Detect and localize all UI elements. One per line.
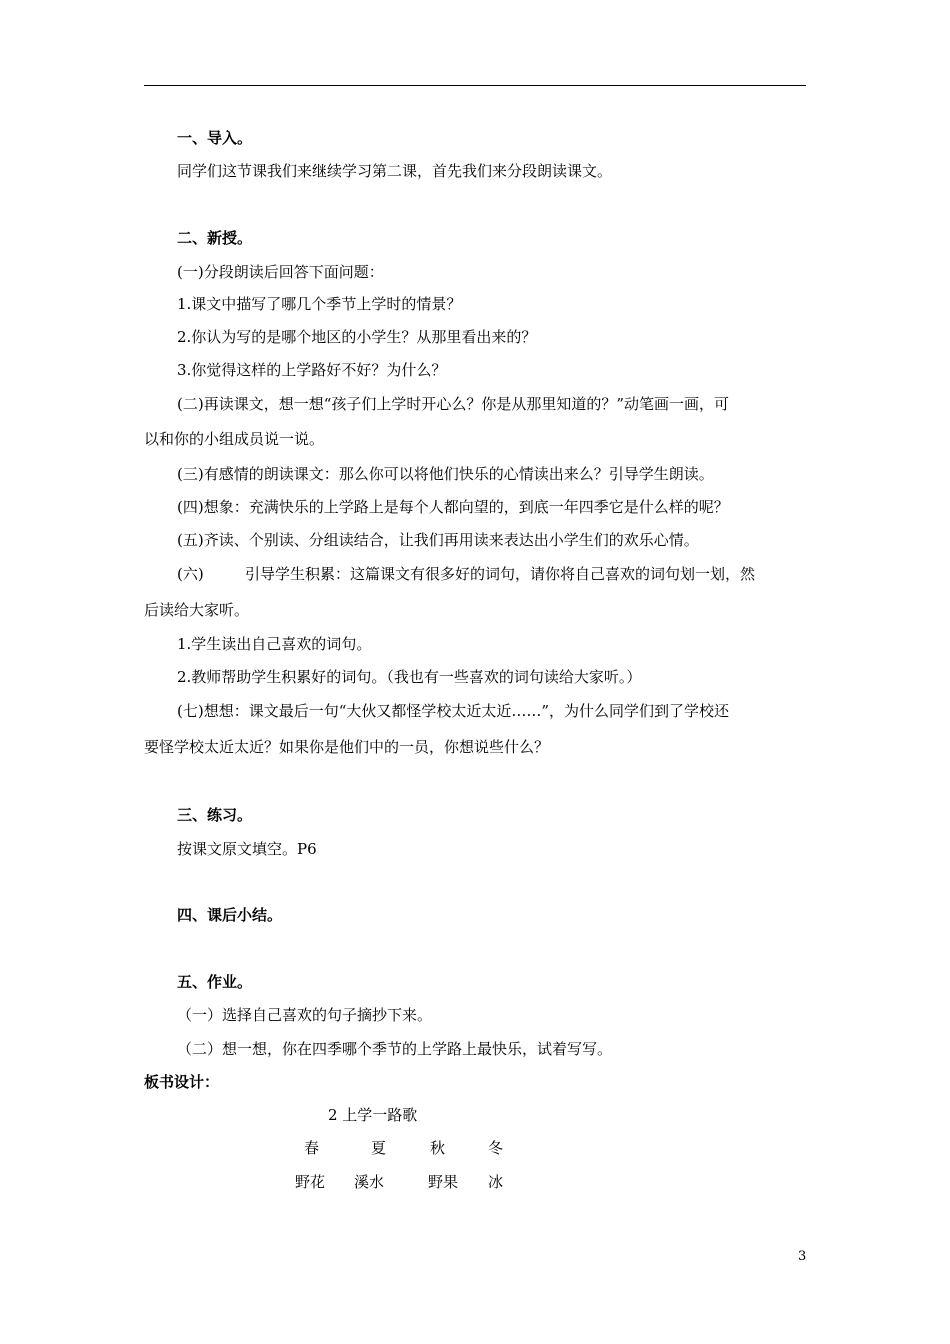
board-season: 夏 bbox=[371, 1139, 387, 1157]
board-item: 冰 bbox=[488, 1173, 504, 1191]
board-item: 野花 bbox=[295, 1173, 326, 1191]
new-item-7a: (七)想想：课文最后一句“大伙又都怪学校太近太近……”，为什么同学们到了学校还 bbox=[177, 702, 730, 720]
new-item-2b: 以和你的小组成员说一说。 bbox=[144, 430, 325, 448]
new-item-3: (三)有感情的朗读课文：那么你可以将他们快乐的心情读出来么？引导学生朗读。 bbox=[177, 465, 714, 483]
homework-item-1: （一）选择自己喜欢的句子摘抄下来。 bbox=[177, 1006, 433, 1024]
new-item-6a: 引导学生积累：这篇课文有很多好的词句，请你将自己喜欢的词句划一划，然 bbox=[245, 565, 756, 583]
homework-item-2: （二）想一想，你在四季哪个季节的上学路上最快乐，试着写写。 bbox=[177, 1040, 613, 1058]
question-1: 1.课文中描写了哪几个季节上学时的情景？ bbox=[177, 295, 462, 313]
header-rule bbox=[144, 85, 806, 86]
board-season: 春 bbox=[304, 1139, 320, 1157]
board-title: 2 上学一路歌 bbox=[328, 1106, 418, 1124]
board-season: 冬 bbox=[488, 1139, 504, 1157]
new-item-4: (四)想象：充满快乐的上学路上是每个人都向望的，到底一年四季它是什么样的呢？ bbox=[177, 498, 729, 516]
intro-text: 同学们这节课我们来继续学习第二课，首先我们来分段朗读课文。 bbox=[177, 162, 613, 180]
board-heading: 板书设计： bbox=[144, 1073, 220, 1091]
board-item: 溪水 bbox=[354, 1173, 385, 1191]
question-2: 2.你认为写的是哪个地区的小学生？从那里看出来的？ bbox=[177, 328, 537, 346]
page-number: 3 bbox=[798, 1249, 807, 1264]
board-item: 野果 bbox=[428, 1173, 459, 1191]
sub-item-1: 1.学生读出自己喜欢的词句。 bbox=[177, 635, 372, 653]
new-heading: 二、新授。 bbox=[177, 229, 253, 247]
new-item-2a: (二)再读课文，想一想“孩子们上学时开心么？你是从那里知道的？”动笔画一画，可 bbox=[177, 395, 730, 413]
intro-heading: 一、导入。 bbox=[177, 129, 253, 147]
summary-heading: 四、课后小结。 bbox=[177, 906, 283, 924]
new-item-7b: 要怪学校太近太近？如果你是他们中的一员，你想说些什么？ bbox=[144, 738, 550, 756]
new-item-6-number: (六) bbox=[177, 565, 204, 583]
new-item-5: (五)齐读、个别读、分组读结合，让我们再用读来表达出小学生们的欢乐心情。 bbox=[177, 531, 699, 549]
new-item-6b: 后读给大家听。 bbox=[144, 601, 250, 619]
board-season: 秋 bbox=[430, 1139, 446, 1157]
homework-heading: 五、作业。 bbox=[177, 973, 253, 991]
question-3: 3.你觉得这样的上学路好不好？为什么？ bbox=[177, 361, 447, 379]
practice-heading: 三、练习。 bbox=[177, 806, 253, 824]
practice-text: 按课文原文填空。P6 bbox=[177, 840, 317, 858]
sub-item-2: 2.教师帮助学生积累好的词句。（我也有一些喜欢的词句读给大家听。） bbox=[177, 668, 642, 686]
new-item-1: (一)分段朗读后回答下面问题： bbox=[177, 263, 384, 281]
